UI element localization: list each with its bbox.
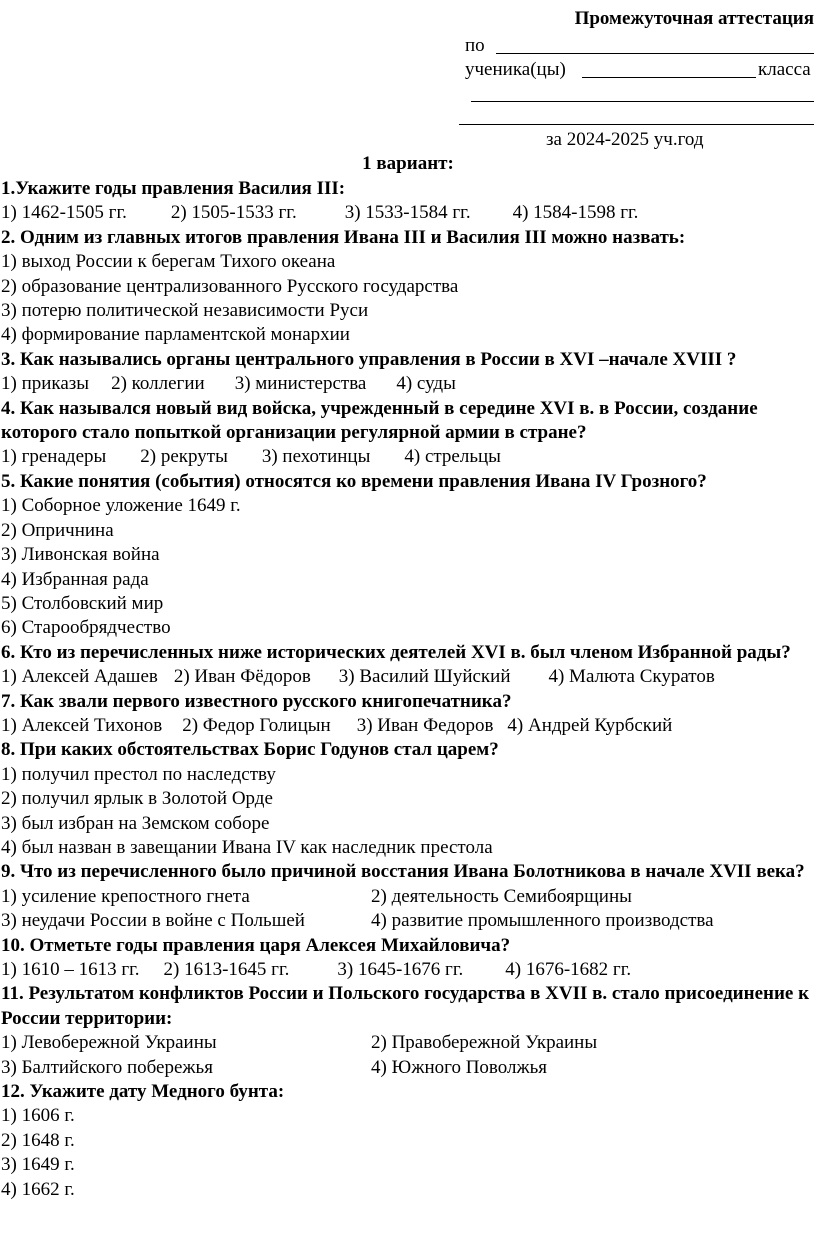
page-title: Промежуточная аттестация [574,8,814,29]
answer-option[interactable]: 3) Василий Шуйский [338,666,511,688]
question-12 [1,1080,813,1202]
subject-label: по [465,35,485,56]
answer-option[interactable]: 2) 1648 г. [1,1129,75,1151]
answer-option[interactable]: 3) пехотинцы [261,446,371,468]
options-row [1,885,813,909]
answer-option[interactable]: 4) развитие промышленного производства [371,910,714,932]
answer-option[interactable]: 4) стрельцы [404,446,501,468]
variant-title: 1 вариант: [362,153,454,174]
answer-option[interactable]: 1) Алексей Адашев [1,666,158,688]
answer-option[interactable]: 2) 1613-1645 гг. [163,959,290,980]
options-row [1,714,813,738]
answer-option[interactable]: 2) получил ярлык в Золотой Орде [1,788,273,810]
answer-option[interactable]: 2) образование централизованного Русского государства [1,275,459,297]
question-title: 2. Одним из главных итогов правления Ивана III и Василия III можно назвать: [1,226,686,248]
answer-option[interactable]: 2) Иван Фёдоров [173,666,311,688]
answer-option[interactable]: 1) гренадеры [1,446,107,468]
question-title: 1.Укажите годы правления Василия III: [1,178,346,199]
subject-field[interactable] [496,53,814,54]
answer-option[interactable]: 4) Андрей Курбский [507,714,673,736]
answer-option[interactable]: 2) Федор Голицын [182,714,331,736]
options-row [1,958,813,982]
answer-option[interactable]: 1) получил престол по наследству [1,763,276,785]
answer-option[interactable]: 4) 1662 г. [1,1178,75,1200]
answer-option[interactable]: 3) Балтийского побережья [1,1056,213,1078]
question-7 [1,690,813,739]
question-9 [1,860,813,933]
question-10 [1,934,813,983]
answer-option[interactable]: 4) Малюта Скуратов [548,666,715,688]
answer-option[interactable]: 2) Правобережной Украины [371,1032,598,1054]
answer-option[interactable]: 4) 1584-1598 гг. [512,202,639,224]
options-row [1,372,813,396]
answer-option[interactable]: 2) Опричнина [1,519,114,541]
question-4 [1,397,813,470]
answer-option[interactable]: 3) 1533-1584 гг. [344,202,471,224]
blank-line-2[interactable] [459,124,814,125]
questions-list [1,177,813,1202]
question-title: 8. При каких обстоятельствах Борис Годунов стал царем? [1,739,499,761]
answer-option[interactable]: 4) формирование парламентской монархии [1,324,350,346]
answer-option[interactable]: 3) был избран на Земском соборе [1,812,270,834]
answer-option[interactable]: 6) Старообрядчество [1,617,171,639]
answer-option[interactable]: 1) приказы [1,373,90,395]
options-row [1,445,813,469]
answer-option[interactable]: 4) 1676-1682 гг. [505,959,632,980]
answer-option[interactable]: 5) Столбовский мир [1,592,164,614]
question-6 [1,641,813,690]
class-label: класса [758,59,811,80]
answer-option[interactable]: 1) 1462-1505 гг. [1,202,127,224]
answer-option[interactable]: 4) был назван в завещании Ивана IV как наследник престола [1,836,493,858]
options-row [1,665,813,689]
question-title: 5. Какие понятия (события) относятся ко времени правления Ивана IV Грозного? [1,470,707,492]
answer-option[interactable]: 4) суды [396,373,456,395]
options-row [1,201,813,225]
answer-option[interactable]: 3) 1649 г. [1,1154,75,1176]
answer-option[interactable]: 3) Ливонская война [1,544,160,566]
answer-option[interactable]: 3) неудачи России в войне с Польшей [1,910,305,932]
options-row [1,1056,813,1080]
answer-option[interactable]: 1) 1610 – 1613 гг. [1,959,140,980]
answer-option[interactable]: 4) Избранная рада [1,568,149,590]
answer-option[interactable]: 2) деятельность Семибоярщины [371,885,632,907]
question-title: 7. Как звали первого известного русского книгопечатника? [1,690,512,712]
question-title: 6. Кто из перечисленных ниже исторических деятелей XVI в. был членом Избранной рады? [1,641,791,663]
question-2 [1,226,813,348]
question-title: 3. Как назывались органы центрального управления в России в XVI –начале XVIII ? [1,348,737,370]
question-title: 11. Результатом конфликтов России и Польского государства в XVII в. стало присоединение к России территории: [1,983,810,1029]
answer-option[interactable]: 4) Южного Поволжья [371,1056,548,1078]
question-8 [1,738,813,860]
answer-option[interactable]: 2) коллегии [111,373,205,395]
answer-option[interactable]: 2) рекруты [140,446,228,468]
answer-option[interactable]: 1) Соборное уложение 1649 г. [1,495,241,517]
student-field[interactable] [582,77,756,78]
options-row [1,1031,813,1055]
answer-option[interactable]: 3) министерства [234,373,367,395]
answer-option[interactable]: 1) Алексей Тихонов [1,714,163,736]
question-title: 12. Укажите дату Медного бунта: [1,1081,285,1103]
year-label: за 2024-2025 уч.год [546,129,704,150]
answer-option[interactable]: 3) 1645-1676 гг. [337,959,464,980]
answer-option[interactable]: 3) потерю политической независимости Руси [1,300,369,322]
answer-option[interactable]: 3) Иван Федоров [356,714,494,736]
answer-option[interactable]: 1) 1606 г. [1,1105,75,1127]
answer-option[interactable]: 2) 1505-1533 гг. [170,202,297,224]
question-5 [1,470,813,641]
question-title: 4. Как назывался новый вид войска, учрежденный в середине XVI в. в России, создание которого стало попыткой организации регулярной армии в стране? [1,397,758,444]
question-title: 9. Что из перечисленного было причиной восстания Ивана Болотникова в начале XVII века? [1,861,805,883]
question-title: 10. Отметьте годы правления царя Алексея Михайловича? [1,934,511,956]
question-11 [1,982,813,1080]
options-row [1,909,813,933]
answer-option[interactable]: 1) усиление крепостного гнета [1,885,250,907]
blank-line-1[interactable] [471,101,814,102]
answer-option[interactable]: 1) Левобережной Украины [1,1032,217,1054]
question-1 [1,177,813,226]
question-3 [1,348,813,397]
student-label: ученика(цы) [465,59,566,80]
answer-option[interactable]: 1) выход России к берегам Тихого океана [1,251,336,273]
